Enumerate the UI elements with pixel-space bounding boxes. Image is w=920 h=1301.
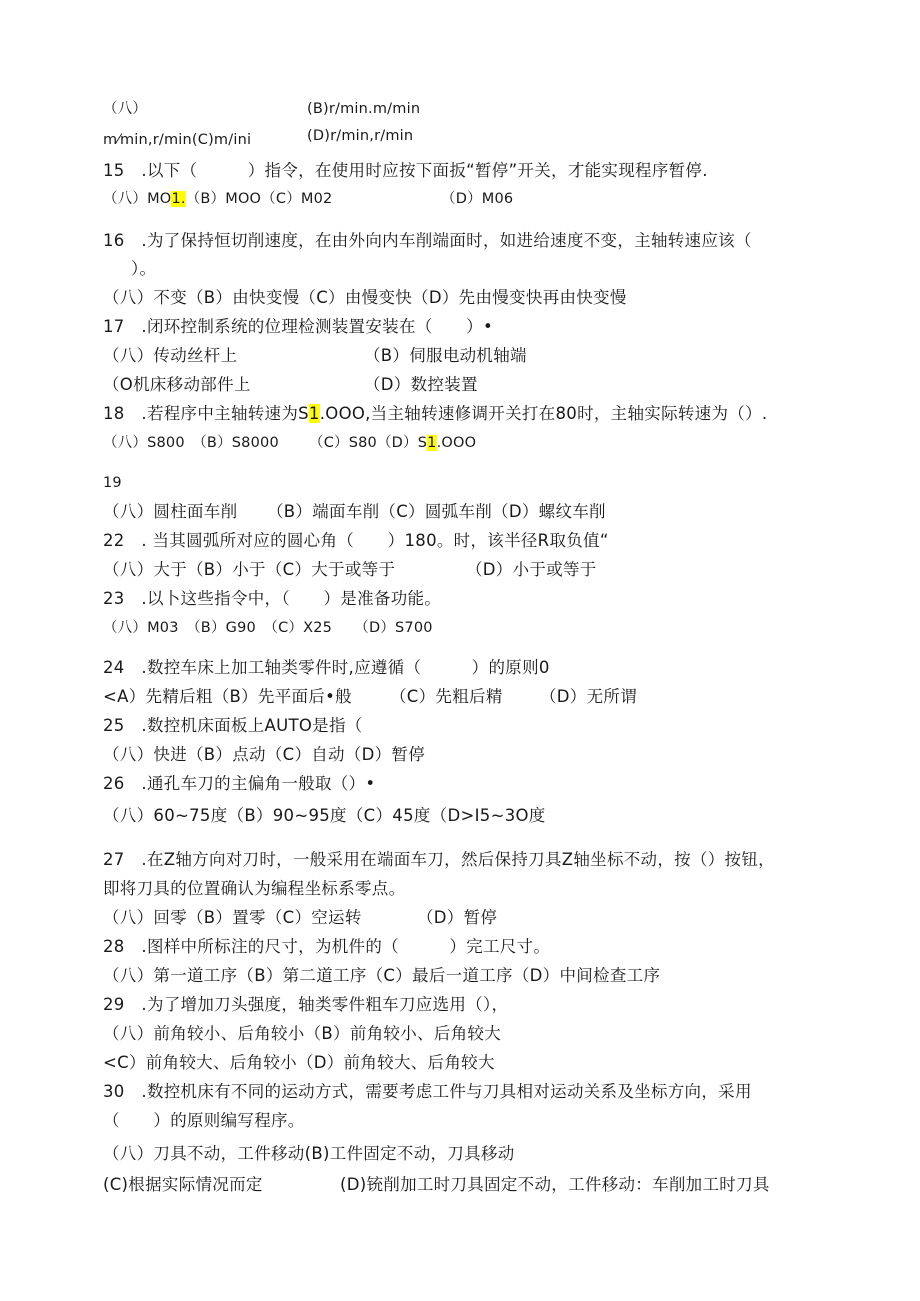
question-30-option-c: (C)根据实际情况而定	[103, 1175, 263, 1194]
question-26: 26 .通孔车刀的主偏角一般取（）•	[103, 774, 376, 793]
highlight-mark: 1	[427, 435, 437, 451]
question-29-options-cd: <C）前角较大、后角较小（D）前角较大、后角较大	[103, 1053, 495, 1072]
question-28: 28 .图样中所标注的尺寸，为机件的（ ）完工尺寸。	[103, 937, 551, 956]
question-22-options-abc: （八）大于（B）小于（C）大于或等于	[103, 560, 396, 579]
question-27-line-1: 27 .在Z轴方向对刀时，一般采用在端面车刀，然后保持刀具Z轴坐标不动，按（）按钮，	[103, 850, 775, 869]
question-16-options: （八）不变（B）由快变慢（C）由慢变快（D）先由慢变快再由快变慢	[103, 288, 627, 307]
question-16-line-2: ）。	[131, 259, 157, 278]
question-17-option-d: （D）数控装置	[364, 375, 478, 394]
question-15-options: （八）MO1.（B）MOO（C）M02	[103, 191, 333, 207]
question-25-options: （八）快进（B）点动（C）自动（D）暂停	[103, 745, 426, 764]
question-26-options: （八）60~75度（B）90~95度（C）45度（D>I5~3O度	[103, 806, 546, 825]
question-22-option-d: （D）小于或等于	[466, 560, 597, 579]
question-15: 15 .以下（ ）指令，在使用时应按下面扳“暂停”开关，才能实现程序暂停.	[103, 161, 708, 180]
question-24-option-c: （C）先粗后精	[390, 687, 503, 706]
question-24-options-ab: <A）先精后粗（B）先平面后•般	[103, 687, 352, 706]
question-19-options-bcd: （B）端面车削（C）圆弧车削（D）螺纹车削	[267, 502, 606, 521]
highlight-mark: 1	[308, 404, 320, 423]
highlight-mark: 1.	[171, 191, 186, 207]
question-23: 23 .以卜这些指令中，（ ）是准备功能。	[103, 589, 442, 608]
question-30-line-2: （ ）的原则编写程序。	[103, 1111, 305, 1130]
question-25: 25 .数控机床面板上AUTO是指（	[103, 716, 363, 735]
question-27-options-abc: （八）回零（B）置零（C）空运转	[103, 908, 362, 927]
options-line-a: （八）	[103, 101, 148, 117]
question-19: 19	[103, 475, 122, 491]
options-line-b: m⁄min,r/min(C)m/ini	[103, 132, 252, 148]
question-18-options-ab: （八）S800 （B）S8000	[103, 435, 279, 451]
question-27-line-2: 即将刀具的位置确认为编程坐标系零点。	[103, 879, 406, 898]
question-17-option-c: （O机床移动部件上	[103, 375, 251, 394]
question-18-options-cd: （C）S80（D）S1.OOO	[309, 435, 477, 451]
question-30-line-1: 30 .数控机床有不同的运动方式，需要考虑工件与刀具相对运动关系及坐标方向，采用	[103, 1082, 752, 1101]
option-d-line: (D)r/min,r/min	[307, 128, 414, 144]
question-15-option-d: （D）M06	[441, 191, 514, 207]
question-28-options: （八）第一道工序（B）第二道工序（C）最后一道工序（D）中间检查工序	[103, 966, 661, 985]
question-24-option-d: （D）无所谓	[540, 687, 638, 706]
question-29-options-ab: （八）前角较小、后角较小（B）前角较小、后角较大	[103, 1024, 502, 1043]
question-19-option-a: （八）圆柱面车削	[103, 502, 238, 521]
question-30-option-d: (D)铳削加工时刀具固定不动，工件移动：车削加工时刀具	[340, 1175, 770, 1194]
question-16-line-1: 16 .为了保持恒切削速度，在由外向内车削端面时，如进给速度不变，主轴转速应该（	[103, 231, 752, 250]
question-24: 24 .数控车床上加工轴类零件时,应遵循（ ）的原则0	[103, 658, 550, 677]
question-23-options: （八）M03 （B）G90 （C）X25 （D）S700	[103, 620, 433, 636]
question-30-options-ab: （八）刀具不动，工件移动(B)工件固定不动，刀具移动	[103, 1144, 515, 1163]
option-b-line: (B)r/min.m/min	[307, 101, 421, 117]
question-27-option-d: （D）暂停	[417, 908, 498, 927]
question-17-option-a: （八）传动丝杆上	[103, 346, 238, 365]
question-17: 17 .闭环控制系统的位理检测装置安装在（ ）•	[103, 317, 493, 336]
question-18: 18 .若程序中主轴转速为S1.OOO,当主轴转速修调开关打在80时，主轴实际转速为（）.	[103, 404, 768, 423]
question-17-option-b: （B）伺服电动机轴端	[364, 346, 527, 365]
question-22: 22 . 当其圆弧所对应的圆心角（ ）180。时，该半径R取负值“	[103, 531, 609, 550]
question-29: 29 .为了增加刀头强度，轴类零件粗车刀应选用（），	[103, 995, 509, 1014]
